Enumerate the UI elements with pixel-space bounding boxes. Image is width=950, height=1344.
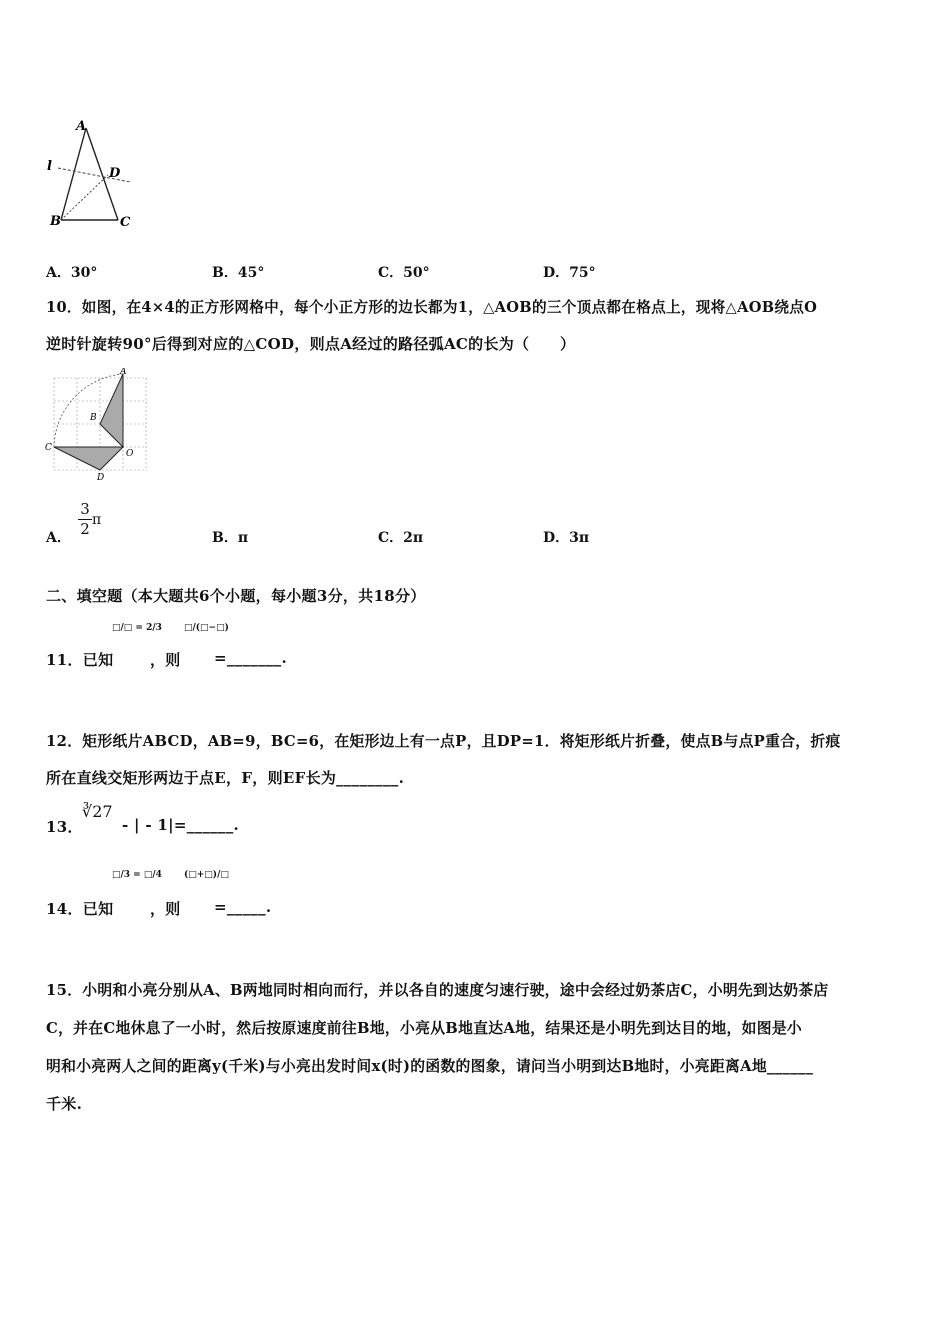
label-C: C [45, 443, 52, 453]
label-l: l [47, 159, 52, 174]
q14-fraction-2: (□+□)/□ [184, 870, 229, 880]
label-D: D [97, 473, 105, 482]
label-O: O [126, 449, 134, 459]
q13-suffix: - | - 1|=______. [122, 816, 240, 834]
q10-text-line2: 逆时针旋转90°后得到对应的△COD，则点A经过的路径弧AC的长为（ ） [46, 335, 576, 353]
q10-option-a: A． [46, 530, 71, 546]
label-A: A [120, 368, 127, 377]
q11-fraction-1: □/□ = 2/3 [112, 623, 162, 633]
q13-prefix: 13． [46, 818, 83, 836]
q15-text-line4: 千米. [46, 1095, 83, 1113]
q11-mid: ，则 [150, 651, 181, 669]
q10-option-b: B．π [212, 530, 249, 546]
grid-figure-q10 [42, 368, 154, 482]
q12-text-line2: 所在直线交矩形两边于点E，F，则EF长为________. [46, 769, 405, 787]
q11-suffix: =_______. [214, 649, 287, 667]
q14-mid: ，则 [150, 900, 181, 918]
label-D: D [109, 166, 121, 181]
label-A: A [76, 119, 87, 134]
triangle-figure-q9 [44, 118, 144, 230]
label-C: C [120, 215, 131, 230]
q14-fraction-1: □/3 = □/4 [112, 870, 162, 880]
q13-cube-root: ∛27 [82, 802, 113, 821]
q14-suffix: =_____. [214, 898, 272, 916]
q11-fraction-2: □/(□−□) [184, 623, 229, 633]
label-B: B [90, 413, 97, 423]
q12-text-line1: 12．矩形纸片ABCD，AB=9，BC=6，在矩形边上有一点P，且DP=1．将矩形纸片折叠，使点B与点P重合，折痕 [46, 733, 841, 750]
q9-option-a: A．30° [46, 265, 98, 281]
q10-option-a-pi: π [92, 512, 102, 528]
q14-prefix: 14．已知 [46, 900, 114, 918]
q10-option-a-fraction: 3 2 [78, 500, 92, 538]
q10-text-line1: 10．如图，在4×4的正方形网格中，每个小正方形的边长都为1，△AOB的三个顶点都在格点上，现将△AOB绕点O [46, 299, 818, 316]
q9-option-c: C．50° [378, 265, 430, 281]
q11-prefix: 11．已知 [46, 651, 114, 669]
section-2-title: 二、填空题（本大题共6个小题，每小题3分，共18分） [46, 587, 426, 605]
q9-option-d: D．75° [543, 265, 596, 281]
q10-option-c: C．2π [378, 530, 424, 546]
q9-option-b: B．45° [212, 265, 265, 281]
q10-option-d: D．3π [543, 530, 590, 546]
label-B: B [50, 214, 61, 229]
q15-text-line2: C，并在C地休息了一小时，然后按原速度前往B地，小亮从B地直达A地，结果还是小明先到达目的地，如图是小 [46, 1020, 803, 1037]
q15-text-line1: 15．小明和小亮分别从A、B两地同时相向而行，并以各自的速度匀速行驶，途中会经过奶茶店C，小明先到达奶茶店 [46, 982, 829, 999]
q15-text-line3: 明和小亮两人之间的距离y(千米)与小亮出发时间x(时)的函数的图象，请问当小明到达B地时，小亮距离A地______ [46, 1058, 814, 1075]
